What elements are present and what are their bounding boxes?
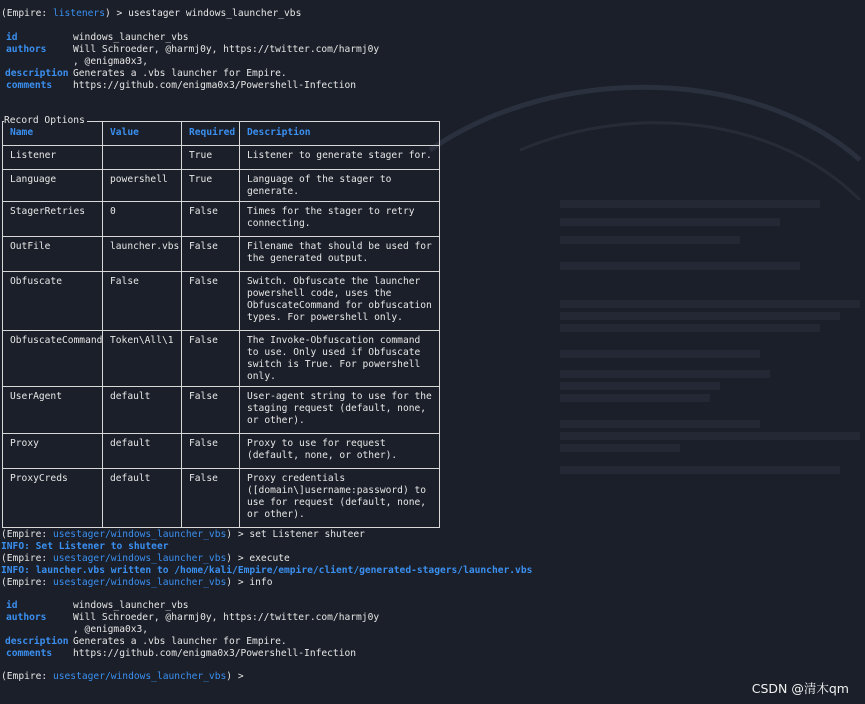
option-value xyxy=(103,146,182,170)
option-description: Filename that should be used for the generated output. xyxy=(240,237,440,272)
prompt-context: usestager/windows_launcher_vbs xyxy=(52,553,227,564)
prompt-line xyxy=(1,8,301,20)
option-required: False xyxy=(182,469,240,528)
option-required: False xyxy=(182,272,240,331)
command-text: set Listener shuteer xyxy=(249,529,365,540)
info-value-authors-cont: , @enigma0x3, xyxy=(73,624,149,635)
prompt-prefix: (Empire: xyxy=(1,8,53,19)
info-value-authors: Will Schroeder, @harmj0y, https://twitter.com/harmj0y xyxy=(73,612,380,623)
info-value-id: windows_launcher_vbs xyxy=(73,32,189,43)
info-message: INFO: launcher.vbs written to /home/kali/Empire/empire/client/generated-stagers/launcher.vbs xyxy=(1,565,533,576)
option-description: Switch. Obfuscate the launcher powershell code, uses the ObfuscateCommand for obfuscation types. For powershell only. xyxy=(240,272,440,331)
prompt-context: listeners xyxy=(52,8,105,19)
info-value-comments: https://github.com/enigma0x3/Powershell-Infection xyxy=(73,80,357,91)
option-required: False xyxy=(182,237,240,272)
prompt-suffix: ) > xyxy=(226,671,250,682)
column-header: Required xyxy=(182,122,240,146)
prompt-prefix: (Empire: xyxy=(1,577,53,588)
option-value: default xyxy=(103,469,182,528)
record-options-table xyxy=(2,121,440,528)
prompt-suffix: ) > xyxy=(104,8,129,19)
option-value: Token\All\1 xyxy=(103,331,182,387)
table-row xyxy=(3,331,440,387)
prompt-line xyxy=(1,577,272,589)
table-row xyxy=(3,272,440,331)
prompt-prefix: (Empire: xyxy=(1,671,53,682)
prompt-context: usestager/windows_launcher_vbs xyxy=(52,529,227,540)
prompt-prefix: (Empire: xyxy=(1,529,53,540)
option-name: Listener xyxy=(3,146,103,170)
option-name: Proxy xyxy=(3,434,103,469)
info-value-description: Generates a .vbs launcher for Empire. xyxy=(73,636,287,647)
info-key-id: id xyxy=(6,32,18,43)
table-row xyxy=(3,387,440,434)
prompt-context: usestager/windows_launcher_vbs xyxy=(52,577,227,588)
command-text: usestager windows_launcher_vbs xyxy=(128,8,302,19)
option-required: False xyxy=(182,202,240,237)
column-header: Value xyxy=(103,122,182,146)
column-header: Description xyxy=(240,122,440,146)
option-name: StagerRetries xyxy=(3,202,103,237)
option-value: False xyxy=(103,272,182,331)
prompt-line xyxy=(1,529,365,541)
info-key-comments: comments xyxy=(6,648,53,659)
command-text: execute xyxy=(249,553,290,564)
option-description: Proxy credentials ([domain\]username:password) to use for request (default, none, or other). xyxy=(240,469,440,528)
prompt-suffix: ) > xyxy=(226,577,250,588)
command-text: info xyxy=(249,577,273,588)
option-description: Language of the stager to generate. xyxy=(240,170,440,202)
info-key-description: description xyxy=(5,636,69,647)
info-value-description: Generates a .vbs launcher for Empire. xyxy=(73,68,287,79)
option-value: default xyxy=(103,387,182,434)
table-row xyxy=(3,170,440,202)
column-header: Name xyxy=(3,122,103,146)
prompt-prefix: (Empire: xyxy=(1,553,53,564)
option-required: False xyxy=(182,434,240,469)
option-required: False xyxy=(182,387,240,434)
option-name: ProxyCreds xyxy=(3,469,103,528)
table-row xyxy=(3,237,440,272)
option-name: Obfuscate xyxy=(3,272,103,331)
option-value: 0 xyxy=(103,202,182,237)
option-value: powershell xyxy=(103,170,182,202)
table-row xyxy=(3,202,440,237)
info-message: INFO: Set Listener to shuteer xyxy=(1,541,169,552)
option-description: Listener to generate stager for. xyxy=(240,146,440,170)
watermark: CSDN @清木qm xyxy=(751,681,849,696)
table-row xyxy=(3,469,440,528)
info-value-comments: https://github.com/enigma0x3/Powershell-Infection xyxy=(73,648,357,659)
option-description: Times for the stager to retry connecting. xyxy=(240,202,440,237)
option-value: launcher.vbs xyxy=(103,237,182,272)
prompt-context: usestager/windows_launcher_vbs xyxy=(52,671,227,682)
info-value-id: windows_launcher_vbs xyxy=(73,600,189,611)
info-key-comments: comments xyxy=(6,80,53,91)
option-name: Language xyxy=(3,170,103,202)
option-name: OutFile xyxy=(3,237,103,272)
prompt-suffix: ) > xyxy=(226,529,250,540)
option-name: ObfuscateCommand xyxy=(3,331,103,387)
option-name: UserAgent xyxy=(3,387,103,434)
prompt-line-current[interactable] xyxy=(1,671,249,683)
prompt-suffix: ) > xyxy=(226,553,250,564)
info-key-id: id xyxy=(6,600,18,611)
info-value-authors-cont: , @enigma0x3, xyxy=(73,56,149,67)
prompt-line xyxy=(1,553,290,565)
info-value-authors: Will Schroeder, @harmj0y, https://twitter.com/harmj0y xyxy=(73,44,380,55)
info-key-description: description xyxy=(5,68,69,79)
option-description: The Invoke-Obfuscation command to use. Only used if Obfuscate switch is True. For powershell only. xyxy=(240,331,440,387)
option-description: User-agent string to use for the staging request (default, none, or other). xyxy=(240,387,440,434)
option-required: False xyxy=(182,331,240,387)
record-options-title: Record Options xyxy=(4,115,85,126)
table-row xyxy=(3,434,440,469)
info-key-authors: authors xyxy=(6,44,47,55)
option-description: Proxy to use for request (default, none, or other). xyxy=(240,434,440,469)
table-row xyxy=(3,146,440,170)
option-required: True xyxy=(182,146,240,170)
option-required: True xyxy=(182,170,240,202)
info-key-authors: authors xyxy=(6,612,47,623)
option-value: default xyxy=(103,434,182,469)
